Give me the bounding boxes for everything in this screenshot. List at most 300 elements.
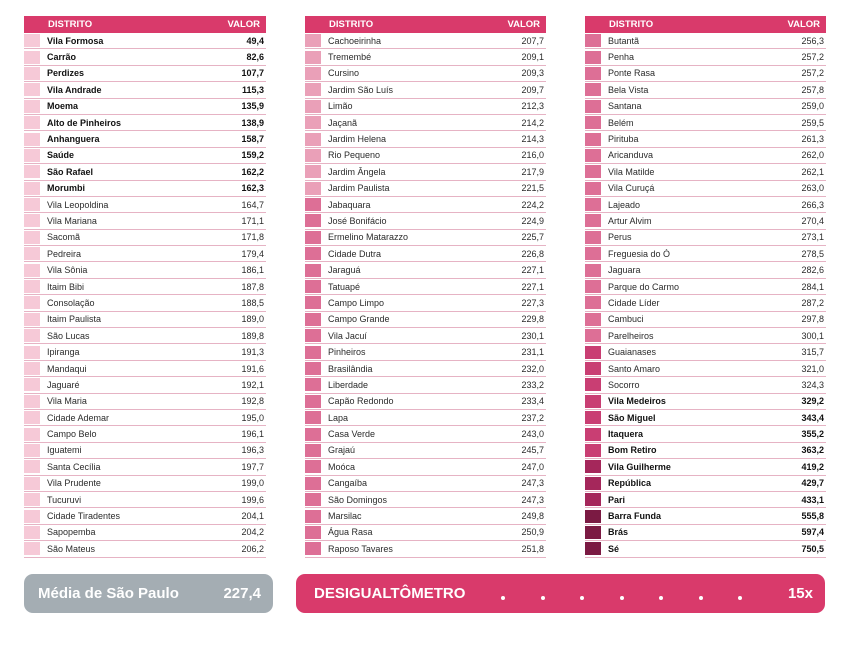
table-row xyxy=(585,525,826,541)
table-row xyxy=(24,181,266,197)
district-name: Santana xyxy=(608,101,642,112)
table-row xyxy=(305,394,546,410)
table-body xyxy=(24,33,266,558)
district-value: 250,9 xyxy=(521,527,544,538)
table-row xyxy=(24,279,266,295)
district-name: Alto de Pinheiros xyxy=(47,117,122,128)
color-swatch xyxy=(24,378,40,391)
district-name: Vila Maria xyxy=(47,396,87,407)
district-name: São Lucas xyxy=(47,330,90,341)
district-value: 225,7 xyxy=(521,232,544,243)
district-value: 321,0 xyxy=(801,363,824,374)
table-row xyxy=(585,328,826,344)
district-value: 262,1 xyxy=(801,166,824,177)
district-value: 227,1 xyxy=(521,265,544,276)
district-name: Água Rasa xyxy=(328,527,373,538)
color-swatch xyxy=(585,428,601,441)
table-row xyxy=(24,525,266,541)
district-name: Brás xyxy=(608,527,629,538)
table-row xyxy=(305,344,546,360)
district-name: Penha xyxy=(608,52,635,63)
color-swatch xyxy=(585,329,601,342)
color-swatch xyxy=(585,264,601,277)
district-value: 204,1 xyxy=(241,511,264,522)
district-name: Anhanguera xyxy=(47,134,100,145)
district-name: Cidade Líder xyxy=(608,297,660,308)
district-value: 187,8 xyxy=(241,281,264,292)
table-row xyxy=(305,213,546,229)
district-value: 214,3 xyxy=(521,134,544,145)
color-swatch xyxy=(585,362,601,375)
table-row xyxy=(585,312,826,328)
district-value: 224,9 xyxy=(521,215,544,226)
district-table-3 xyxy=(585,16,826,558)
district-value: 259,0 xyxy=(801,101,824,112)
district-name: Jardim Ângela xyxy=(328,166,386,177)
district-name: Vila Leopoldina xyxy=(47,199,109,210)
district-value: 192,8 xyxy=(241,396,264,407)
color-swatch xyxy=(585,198,601,211)
table-row xyxy=(585,164,826,180)
district-name: Bom Retiro xyxy=(608,445,657,456)
district-value: 284,1 xyxy=(801,281,824,292)
table-row xyxy=(24,230,266,246)
district-name: Itaim Bibi xyxy=(47,281,85,292)
district-value: 355,2 xyxy=(801,429,824,440)
district-value: 259,5 xyxy=(801,117,824,128)
district-name: Sacomã xyxy=(47,232,81,243)
district-value: 273,1 xyxy=(801,232,824,243)
district-value: 251,8 xyxy=(521,543,544,554)
district-value: 233,2 xyxy=(521,379,544,390)
district-name: Sé xyxy=(608,543,620,554)
color-swatch xyxy=(585,477,601,490)
district-name: Saúde xyxy=(47,150,75,161)
color-swatch xyxy=(24,510,40,523)
color-swatch xyxy=(305,280,321,293)
table-row xyxy=(305,279,546,295)
color-swatch xyxy=(585,542,601,555)
district-name: Jaçanã xyxy=(328,117,358,128)
color-swatch xyxy=(24,51,40,64)
district-value: 226,8 xyxy=(521,248,544,259)
district-value: 249,8 xyxy=(521,511,544,522)
table-row xyxy=(585,197,826,213)
color-swatch xyxy=(24,477,40,490)
district-name: Campo Grande xyxy=(328,314,390,325)
district-value: 256,3 xyxy=(801,35,824,46)
district-name: Jaguaré xyxy=(47,379,80,390)
table-row xyxy=(585,279,826,295)
district-name: Barra Funda xyxy=(608,511,662,522)
color-swatch xyxy=(305,83,321,96)
district-name: Parque do Carmo xyxy=(608,281,680,292)
table-row xyxy=(585,443,826,459)
district-name: Pirituba xyxy=(608,134,639,145)
color-swatch xyxy=(585,116,601,129)
color-swatch xyxy=(585,100,601,113)
color-swatch xyxy=(585,133,601,146)
district-name: Itaim Paulista xyxy=(47,314,102,325)
district-name: Socorro xyxy=(608,379,640,390)
color-swatch xyxy=(24,133,40,146)
color-swatch xyxy=(585,444,601,457)
inequality-meter-label: DESIGUALTÔMETRO xyxy=(314,585,466,602)
city-average-box xyxy=(24,574,273,613)
table-row xyxy=(24,148,266,164)
color-swatch xyxy=(585,296,601,309)
table-row xyxy=(305,33,546,49)
district-name: Itaquera xyxy=(608,429,644,440)
color-swatch xyxy=(24,165,40,178)
table-row xyxy=(585,541,826,557)
table-row xyxy=(24,410,266,426)
color-swatch xyxy=(24,313,40,326)
table-row xyxy=(24,541,266,557)
table-row xyxy=(24,197,266,213)
district-value: 159,2 xyxy=(241,150,264,161)
district-name: Guaianases xyxy=(608,347,657,358)
color-swatch xyxy=(24,149,40,162)
table-row xyxy=(24,33,266,49)
table-row xyxy=(24,213,266,229)
table-row xyxy=(585,213,826,229)
table-row xyxy=(24,394,266,410)
district-value: 227,1 xyxy=(521,281,544,292)
table-row xyxy=(305,246,546,262)
table-row xyxy=(24,426,266,442)
district-name: Tucuruvi xyxy=(47,494,82,505)
color-swatch xyxy=(24,247,40,260)
table-row xyxy=(585,99,826,115)
district-name: Vila Andrade xyxy=(47,84,102,95)
color-swatch xyxy=(305,165,321,178)
district-name: Perus xyxy=(608,232,632,243)
table-row xyxy=(585,66,826,82)
district-value: 158,7 xyxy=(241,134,264,145)
district-value: 261,3 xyxy=(801,134,824,145)
color-swatch xyxy=(305,460,321,473)
district-name: Vila Prudente xyxy=(47,478,101,489)
table-row xyxy=(305,492,546,508)
color-swatch xyxy=(585,378,601,391)
district-value: 243,0 xyxy=(521,429,544,440)
table-row xyxy=(585,361,826,377)
district-value: 138,9 xyxy=(241,117,264,128)
district-value: 324,3 xyxy=(801,379,824,390)
table-row xyxy=(305,82,546,98)
color-swatch xyxy=(305,362,321,375)
district-name: Tremembé xyxy=(328,52,372,63)
district-value: 212,3 xyxy=(521,101,544,112)
district-name: Campo Limpo xyxy=(328,297,385,308)
color-swatch xyxy=(24,493,40,506)
district-name: Brasilândia xyxy=(328,363,373,374)
district-name: Ponte Rasa xyxy=(608,68,656,79)
color-swatch xyxy=(585,182,601,195)
color-swatch xyxy=(305,296,321,309)
table-row xyxy=(305,443,546,459)
district-name: Capão Redondo xyxy=(328,396,394,407)
district-value: 162,2 xyxy=(241,166,264,177)
district-value: 233,4 xyxy=(521,396,544,407)
table-row xyxy=(585,508,826,524)
table-row xyxy=(305,181,546,197)
district-value: 196,3 xyxy=(241,445,264,456)
district-name: Jaraguá xyxy=(328,265,361,276)
table-row xyxy=(305,115,546,131)
district-name: Carrão xyxy=(47,52,77,63)
table-row xyxy=(24,443,266,459)
district-name: Perdizes xyxy=(47,68,85,79)
table-row xyxy=(585,426,826,442)
district-value: 188,5 xyxy=(241,297,264,308)
district-name: Pari xyxy=(608,494,626,505)
district-name: São Mateus xyxy=(47,543,96,554)
color-swatch xyxy=(585,395,601,408)
color-swatch xyxy=(585,280,601,293)
color-swatch xyxy=(305,477,321,490)
district-name: Grajaú xyxy=(328,445,356,456)
district-name: Liberdade xyxy=(328,379,369,390)
table-header xyxy=(305,16,546,33)
color-swatch xyxy=(24,362,40,375)
district-value: 282,6 xyxy=(801,265,824,276)
table-row xyxy=(305,312,546,328)
color-swatch xyxy=(24,83,40,96)
dotted-leader xyxy=(465,588,788,600)
district-value: 189,0 xyxy=(241,314,264,325)
color-swatch xyxy=(585,411,601,424)
color-swatch xyxy=(305,51,321,64)
district-value: 209,1 xyxy=(521,52,544,63)
color-swatch xyxy=(24,34,40,47)
district-name: Sapopemba xyxy=(47,527,96,538)
color-swatch xyxy=(305,493,321,506)
table-row xyxy=(24,66,266,82)
header-valor: VALOR xyxy=(787,19,820,30)
color-swatch xyxy=(24,182,40,195)
color-swatch xyxy=(585,247,601,260)
table-row xyxy=(24,508,266,524)
district-name: Rio Pequeno xyxy=(328,150,381,161)
district-value: 162,3 xyxy=(241,183,264,194)
color-swatch xyxy=(305,378,321,391)
color-swatch xyxy=(585,149,601,162)
district-value: 216,0 xyxy=(521,150,544,161)
district-name: São Miguel xyxy=(608,412,656,423)
district-name: Ermelino Matarazzo xyxy=(328,232,409,243)
color-swatch xyxy=(305,329,321,342)
district-name: Aricanduva xyxy=(608,150,654,161)
district-value: 315,7 xyxy=(801,347,824,358)
table-row xyxy=(305,131,546,147)
district-value: 229,8 xyxy=(521,314,544,325)
district-value: 419,2 xyxy=(801,461,824,472)
table-row xyxy=(585,344,826,360)
district-name: Cursino xyxy=(328,68,360,79)
color-swatch xyxy=(305,149,321,162)
district-name: Casa Verde xyxy=(328,429,376,440)
color-swatch xyxy=(305,395,321,408)
table-row xyxy=(24,476,266,492)
table-row xyxy=(305,525,546,541)
table-row xyxy=(305,230,546,246)
color-swatch xyxy=(585,460,601,473)
table-row xyxy=(24,164,266,180)
color-swatch xyxy=(305,247,321,260)
district-name: Santo Amaro xyxy=(608,363,661,374)
table-row xyxy=(24,295,266,311)
district-name: Artur Alvim xyxy=(608,215,652,226)
table-row xyxy=(585,148,826,164)
color-swatch xyxy=(305,34,321,47)
table-row xyxy=(24,99,266,115)
district-value: 363,2 xyxy=(801,445,824,456)
district-name: Cachoeirinha xyxy=(328,35,382,46)
table-row xyxy=(585,295,826,311)
district-value: 297,8 xyxy=(801,314,824,325)
table-header xyxy=(585,16,826,33)
color-swatch xyxy=(24,214,40,227)
table-row xyxy=(585,181,826,197)
district-value: 214,2 xyxy=(521,117,544,128)
color-swatch xyxy=(585,493,601,506)
color-swatch xyxy=(585,83,601,96)
district-value: 207,7 xyxy=(521,35,544,46)
district-value: 115,3 xyxy=(241,84,264,95)
color-swatch xyxy=(585,214,601,227)
table-row xyxy=(305,426,546,442)
district-name: Cidade Ademar xyxy=(47,412,110,423)
district-name: Campo Belo xyxy=(47,429,97,440)
table-row xyxy=(305,99,546,115)
district-name: Raposo Tavares xyxy=(328,543,393,554)
district-value: 135,9 xyxy=(241,101,264,112)
district-name: Marsilac xyxy=(328,511,362,522)
table-row xyxy=(305,476,546,492)
color-swatch xyxy=(24,67,40,80)
table-row xyxy=(24,492,266,508)
table-row xyxy=(585,492,826,508)
district-name: Cidade Dutra xyxy=(328,248,382,259)
district-value: 171,8 xyxy=(241,232,264,243)
table-row xyxy=(305,197,546,213)
color-swatch xyxy=(305,100,321,113)
district-value: 343,4 xyxy=(801,412,824,423)
district-name: Vila Curuçá xyxy=(608,183,655,194)
district-name: Vila Medeiros xyxy=(608,396,666,407)
district-value: 206,2 xyxy=(241,543,264,554)
color-swatch xyxy=(585,165,601,178)
district-name: Ipiranga xyxy=(47,347,80,358)
color-swatch xyxy=(24,231,40,244)
color-swatch xyxy=(585,313,601,326)
district-table-2 xyxy=(305,16,546,558)
district-table-1 xyxy=(24,16,266,558)
header-valor: VALOR xyxy=(507,19,540,30)
district-value: 287,2 xyxy=(801,297,824,308)
district-name: Tatuapé xyxy=(328,281,361,292)
district-value: 257,2 xyxy=(801,52,824,63)
district-value: 224,2 xyxy=(521,199,544,210)
color-swatch xyxy=(305,444,321,457)
color-swatch xyxy=(24,526,40,539)
header-valor: VALOR xyxy=(227,19,260,30)
district-value: 217,9 xyxy=(521,166,544,177)
color-swatch xyxy=(24,100,40,113)
district-name: Freguesia do Ó xyxy=(608,248,671,259)
district-name: Jardim Helena xyxy=(328,134,387,145)
district-name: Mandaqui xyxy=(47,363,87,374)
table-row xyxy=(585,262,826,278)
color-swatch xyxy=(305,67,321,80)
district-value: 199,6 xyxy=(241,494,264,505)
district-value: 231,1 xyxy=(521,347,544,358)
table-row xyxy=(305,328,546,344)
district-name: Jaguara xyxy=(608,265,641,276)
district-value: 197,7 xyxy=(241,461,264,472)
district-name: Moema xyxy=(47,101,79,112)
district-value: 195,0 xyxy=(241,412,264,423)
header-distrito: DISTRITO xyxy=(329,19,374,30)
district-value: 555,8 xyxy=(801,511,824,522)
table-row xyxy=(585,394,826,410)
table-row xyxy=(305,164,546,180)
color-swatch xyxy=(585,510,601,523)
color-swatch xyxy=(24,444,40,457)
table-row xyxy=(585,459,826,475)
table-row xyxy=(585,33,826,49)
table-row xyxy=(305,377,546,393)
table-row xyxy=(585,131,826,147)
district-value: 192,1 xyxy=(241,379,264,390)
color-swatch xyxy=(305,411,321,424)
table-row xyxy=(585,115,826,131)
color-swatch xyxy=(585,231,601,244)
inequality-meter-value: 15x xyxy=(787,585,813,602)
district-value: 209,3 xyxy=(521,68,544,79)
table-body xyxy=(305,33,546,558)
district-value: 191,6 xyxy=(241,363,264,374)
table-row xyxy=(305,262,546,278)
table-row xyxy=(585,410,826,426)
color-swatch xyxy=(24,346,40,359)
district-value: 278,5 xyxy=(801,248,824,259)
district-value: 429,7 xyxy=(801,478,824,489)
district-value: 179,4 xyxy=(241,248,264,259)
color-swatch xyxy=(305,542,321,555)
district-value: 232,0 xyxy=(521,363,544,374)
table-row xyxy=(24,82,266,98)
color-swatch xyxy=(305,526,321,539)
color-swatch xyxy=(585,346,601,359)
district-value: 262,0 xyxy=(801,150,824,161)
district-value: 164,7 xyxy=(241,199,264,210)
district-value: 270,4 xyxy=(801,215,824,226)
table-row xyxy=(305,459,546,475)
district-name: Vila Mariana xyxy=(47,215,97,226)
table-row xyxy=(305,148,546,164)
color-swatch xyxy=(305,214,321,227)
table-row xyxy=(585,230,826,246)
table-row xyxy=(585,476,826,492)
city-average-label: Média de São Paulo xyxy=(38,585,179,602)
district-name: Santa Cecília xyxy=(47,461,101,472)
table-row xyxy=(24,344,266,360)
district-value: 221,5 xyxy=(521,183,544,194)
table-row xyxy=(305,541,546,557)
